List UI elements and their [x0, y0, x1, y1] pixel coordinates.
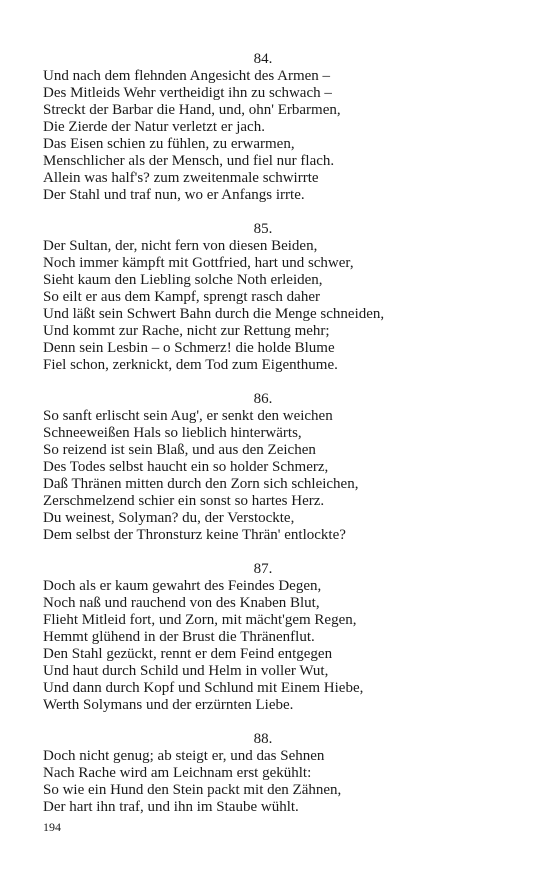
verse-line: Und kommt zur Rache, nicht zur Rettung mehr; — [43, 323, 330, 339]
verse-line: Dem selbst der Thronsturz keine Thrän' entlockte? — [43, 527, 346, 543]
verse-line: Und nach dem flehnden Angesicht des Armen – — [43, 68, 331, 84]
verse-line: So reizend ist sein Blaß, und aus den Zeichen — [43, 442, 316, 458]
verse-line: Das Eisen schien zu fühlen, zu erwarmen, — [43, 136, 295, 152]
verse-line: Und läßt sein Schwert Bahn durch die Menge schneiden, — [43, 306, 385, 322]
stanza-number: 86. — [253, 391, 273, 407]
verse-line: Doch nicht genug; ab steigt er, und das Sehnen — [43, 748, 325, 764]
verse-line: Doch als er kaum gewahrt des Feindes Degen, — [43, 578, 322, 594]
poem-page — [43, 50, 483, 832]
stanza-84 — [43, 50, 483, 204]
verse-line: Du weinest, Solyman? du, der Verstockte, — [43, 510, 295, 526]
verse-line: Den Stahl gezückt, rennt er dem Feind entgegen — [43, 646, 333, 662]
stanza-number: 85. — [253, 221, 273, 237]
stanza-85 — [43, 220, 483, 374]
verse-line: Und haut durch Schild und Helm in voller Wut, — [43, 663, 329, 679]
stanza-number: 88. — [253, 731, 273, 747]
verse-line: Noch naß und rauchend von des Knaben Blut, — [43, 595, 320, 611]
stanza-86 — [43, 390, 483, 544]
verse-line: Fiel schon, zerknickt, dem Tod zum Eigenthume. — [43, 357, 338, 373]
verse-line: Der Stahl und traf nun, wo er Anfangs irrte. — [43, 187, 305, 203]
stanza-88 — [43, 730, 483, 816]
stanza-87 — [43, 560, 483, 714]
verse-line: Noch immer kämpft mit Gottfried, hart und schwer, — [43, 255, 354, 271]
verse-line: So eilt er aus dem Kampf, sprengt rasch daher — [43, 289, 320, 305]
verse-line: Schneeweißen Hals so lieblich hinterwärts, — [43, 425, 302, 441]
stanza-number: 87. — [253, 561, 273, 577]
verse-line: Die Zierde der Natur verletzt er jach. — [43, 119, 265, 135]
verse-line: Denn sein Lesbin – o Schmerz! die holde Blume — [43, 340, 335, 356]
verse-line: Hemmt glühend in der Brust die Thränenflut. — [43, 629, 315, 645]
page-number: 194 — [43, 820, 61, 834]
verse-line: Des Mitleids Wehr vertheidigt ihn zu schwach – — [43, 85, 332, 101]
verse-line: Allein was half's? zum zweitenmale schwirrte — [43, 170, 319, 186]
verse-line: So sanft erlischt sein Aug', er senkt den weichen — [43, 408, 333, 424]
verse-line: Werth Solymans und der erzürnten Liebe. — [43, 697, 294, 713]
verse-line: Und dann durch Kopf und Schlund mit Einem Hiebe, — [43, 680, 364, 696]
verse-line: Der hart ihn traf, und ihn im Staube wühlt. — [43, 799, 299, 815]
stanza-number: 84. — [253, 51, 273, 67]
verse-line: Flieht Mitleid fort, und Zorn, mit mächt'gem Regen, — [43, 612, 357, 628]
verse-line: Zerschmelzend schier ein sonst so hartes Herz. — [43, 493, 325, 509]
verse-line: Nach Rache wird am Leichnam erst gekühlt: — [43, 765, 312, 781]
verse-line: Daß Thränen mitten durch den Zorn sich schleichen, — [43, 476, 359, 492]
verse-line: Sieht kaum den Liebling solche Noth erleiden, — [43, 272, 323, 288]
verse-line: So wie ein Hund den Stein packt mit den Zähnen, — [43, 782, 342, 798]
verse-line: Der Sultan, der, nicht fern von diesen Beiden, — [43, 238, 318, 254]
verse-line: Streckt der Barbar die Hand, und, ohn' Erbarmen, — [43, 102, 341, 118]
verse-line: Menschlicher als der Mensch, und fiel nur flach. — [43, 153, 335, 169]
verse-line: Des Todes selbst haucht ein so holder Schmerz, — [43, 459, 329, 475]
